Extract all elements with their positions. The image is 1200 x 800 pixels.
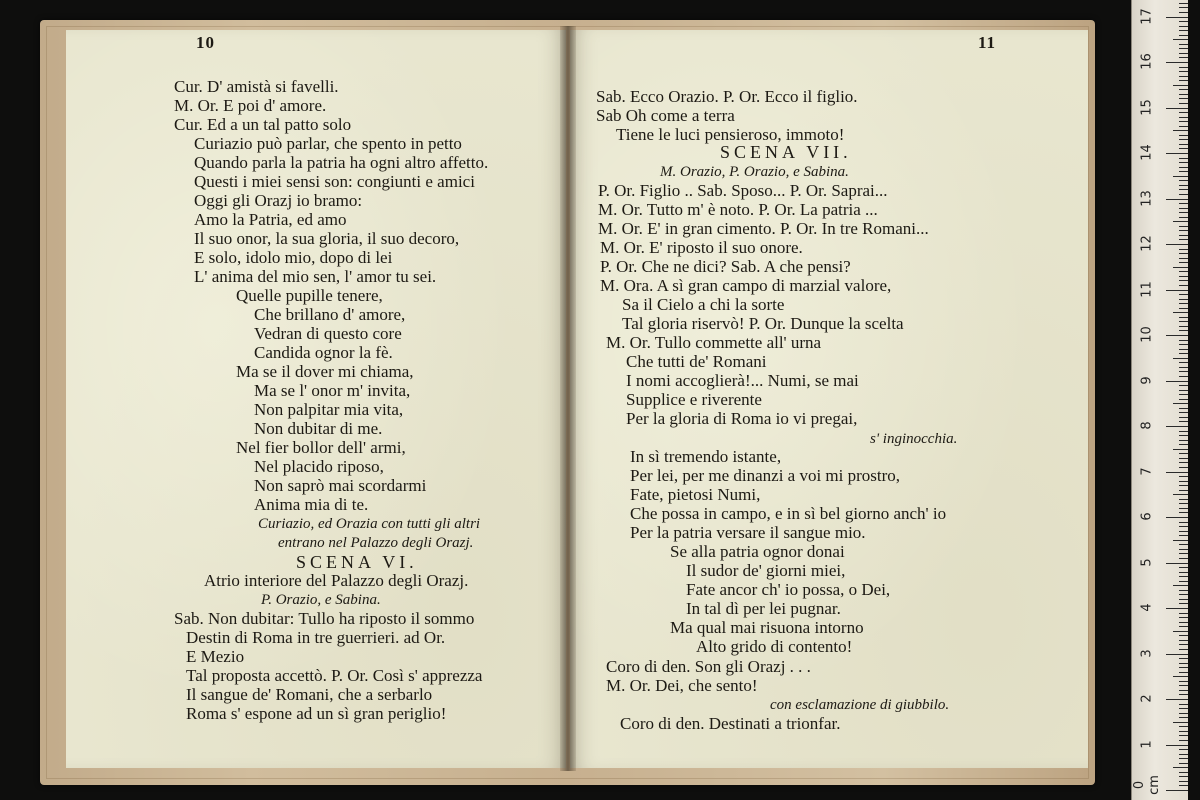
ruler-tick: [1179, 144, 1188, 145]
ruler-tick: [1179, 12, 1188, 13]
ruler-tick: [1166, 381, 1188, 382]
ruler-tick: [1179, 80, 1188, 81]
ruler-tick: [1179, 549, 1188, 550]
ruler-tick: [1179, 71, 1188, 72]
ruler-tick: [1173, 358, 1188, 359]
ruler-tick: [1179, 7, 1188, 8]
ruler-tick: [1179, 239, 1188, 240]
right-line: M. Or. Tullo commette all' urna: [606, 333, 822, 352]
ruler-tick: [1179, 508, 1188, 509]
ruler-label: 3: [1139, 648, 1155, 658]
right-line: Che tutti de' Romani: [626, 352, 767, 371]
ruler-tick: [1179, 294, 1188, 295]
ruler-tick: [1179, 526, 1188, 527]
ruler-tick: [1179, 717, 1188, 718]
ruler-tick: [1173, 449, 1188, 450]
ruler-tick: [1179, 180, 1188, 181]
ruler-tick: [1179, 590, 1188, 591]
right-line: Tal gloria riservò! P. Or. Dunque la scelta: [622, 314, 904, 333]
ruler-tick: [1179, 280, 1188, 281]
ruler-tick: [1179, 117, 1188, 118]
ruler-label: 7: [1139, 466, 1155, 476]
ruler-tick: [1179, 385, 1188, 386]
ruler-tick: [1179, 276, 1188, 277]
ruler-tick: [1179, 708, 1188, 709]
ruler-tick: [1179, 735, 1188, 736]
left-line: Quando parla la patria ha ogni altro affetto.: [194, 153, 489, 172]
ruler-tick: [1179, 640, 1188, 641]
ruler-tick: [1179, 226, 1188, 227]
ruler-tick: [1173, 585, 1188, 586]
left-line: Nel placido riposo,: [254, 457, 384, 476]
right-line: Alto grido di contento!: [696, 637, 853, 656]
ruler-tick: [1179, 731, 1188, 732]
ruler-tick: [1179, 121, 1188, 122]
ruler-tick: [1179, 112, 1188, 113]
right-line: P. Or. Che ne dici? Sab. A che pensi?: [600, 257, 851, 276]
ruler-tick: [1173, 267, 1188, 268]
book-gutter: [560, 26, 576, 771]
ruler-tick: [1179, 453, 1188, 454]
ruler-tick: [1179, 126, 1188, 127]
ruler-label: 14: [1139, 144, 1155, 161]
left-line: Candida ognor la fè.: [254, 343, 393, 362]
left-page-number: 10: [196, 33, 215, 52]
ruler-tick: [1179, 394, 1188, 395]
ruler-tick: [1179, 435, 1188, 436]
right-line: M. Or. Tutto m' è noto. P. Or. La patria ...: [598, 200, 878, 219]
ruler-tick: [1173, 39, 1188, 40]
ruler-tick: [1179, 704, 1188, 705]
ruler-tick: [1179, 599, 1188, 600]
ruler-tick: [1179, 503, 1188, 504]
ruler-tick: [1179, 376, 1188, 377]
ruler-tick: [1179, 754, 1188, 755]
ruler-tick: [1173, 540, 1188, 541]
right-line: Fate ancor ch' io possa, o Dei,: [686, 580, 891, 599]
ruler-tick: [1166, 244, 1188, 245]
ruler-tick: [1179, 667, 1188, 668]
right-line: Per lei, per me dinanzi a voi mi prostro,: [630, 466, 901, 485]
ruler-tick: [1166, 108, 1188, 109]
ruler-tick: [1179, 349, 1188, 350]
ruler-tick: [1179, 572, 1188, 573]
ruler-tick: [1173, 403, 1188, 404]
ruler-tick: [1179, 44, 1188, 45]
ruler-tick: [1179, 594, 1188, 595]
right-line: s' inginocchia.: [870, 431, 958, 447]
ruler-tick: [1179, 462, 1188, 463]
left-line: Roma s' espone ad un sì gran periglio!: [186, 704, 447, 723]
ruler-tick: [1179, 399, 1188, 400]
ruler-tick: [1173, 176, 1188, 177]
ruler-tick: [1179, 635, 1188, 636]
ruler-tick: [1179, 658, 1188, 659]
left-line: Il suo onor, la sua gloria, il suo decoro,: [194, 229, 460, 248]
ruler-tick: [1179, 544, 1188, 545]
ruler-tick: [1179, 362, 1188, 363]
left-line: Destin di Roma in tre guerrieri. ad Or.: [186, 628, 446, 647]
left-line: Cur. Ed a un tal patto solo: [174, 115, 352, 134]
ruler-tick: [1166, 335, 1188, 336]
ruler-tick: [1179, 230, 1188, 231]
ruler-label: 1: [1139, 739, 1155, 749]
ruler-tick: [1179, 48, 1188, 49]
right-line: Coro di den. Son gli Orazj . . .: [606, 657, 811, 676]
ruler-tick: [1179, 67, 1188, 68]
ruler-label: 5: [1139, 557, 1155, 567]
right-line: Tiene le luci pensieroso, immoto!: [616, 125, 845, 144]
ruler-tick: [1179, 390, 1188, 391]
ruler-tick: [1179, 663, 1188, 664]
ruler-label: 16: [1139, 53, 1155, 70]
ruler-tick: [1179, 76, 1188, 77]
ruler-tick: [1179, 417, 1188, 418]
right-line: Sa il Cielo a chi la sorte: [622, 295, 785, 314]
ruler-tick: [1166, 745, 1188, 746]
left-page: [66, 30, 566, 768]
ruler-tick: [1179, 98, 1188, 99]
left-line: Nel fier bollor dell' armi,: [236, 438, 406, 457]
ruler-tick: [1179, 499, 1188, 500]
ruler-tick: [1179, 235, 1188, 236]
ruler-tick: [1179, 685, 1188, 686]
ruler-tick: [1179, 649, 1188, 650]
ruler-tick: [1179, 531, 1188, 532]
left-line: Non palpitar mia vita,: [254, 400, 404, 419]
ruler-tick: [1179, 758, 1188, 759]
ruler-tick: [1179, 308, 1188, 309]
ruler-tick: [1179, 613, 1188, 614]
ruler-tick: [1179, 763, 1188, 764]
right-line: P. Or. Figlio .. Sab. Sposo... P. Or. Saprai...: [598, 181, 888, 200]
ruler-tick: [1173, 767, 1188, 768]
ruler-tick: [1166, 517, 1188, 518]
ruler-tick: [1166, 608, 1188, 609]
right-line: Che possa in campo, e in sì bel giorno anch' io: [630, 504, 947, 523]
ruler-label: 9: [1139, 375, 1155, 385]
left-line: Oggi gli Orazj io bramo:: [194, 191, 363, 210]
ruler-tick: [1173, 631, 1188, 632]
ruler-tick: [1179, 94, 1188, 95]
ruler-label: 4: [1139, 603, 1155, 612]
ruler-label: 12: [1139, 235, 1155, 252]
right-line: In sì tremendo istante,: [630, 447, 782, 466]
right-line: Se alla patria ognor donai: [670, 542, 845, 561]
ruler-tick: [1179, 162, 1188, 163]
ruler-tick: [1179, 171, 1188, 172]
ruler-label: 2: [1139, 694, 1155, 703]
right-line: Ma qual mai risuona intorno: [670, 618, 864, 637]
ruler-tick: [1179, 785, 1188, 786]
ruler-tick: [1179, 690, 1188, 691]
ruler-tick: [1179, 103, 1188, 104]
left-line: Non saprò mai scordarmi: [254, 476, 427, 495]
ruler-tick: [1179, 249, 1188, 250]
ruler-tick: [1179, 603, 1188, 604]
right-line: Sab. Ecco Orazio. P. Or. Ecco il figlio.: [596, 87, 858, 106]
left-line: P. Orazio, e Sabina.: [261, 592, 381, 608]
ruler-tick: [1179, 626, 1188, 627]
ruler-tick: [1179, 467, 1188, 468]
ruler-tick: [1179, 353, 1188, 354]
right-line: con esclamazione di giubbilo.: [770, 697, 950, 713]
left-line: SCENA VI.: [296, 552, 418, 572]
right-page: [570, 30, 1088, 768]
ruler-label: 15: [1139, 98, 1155, 116]
ruler-tick: [1179, 713, 1188, 714]
left-line: Amo la Patria, ed amo: [194, 210, 347, 229]
ruler-tick: [1179, 481, 1188, 482]
ruler-tick: [1173, 130, 1188, 131]
left-line: Curiazio, ed Orazia con tutti gli altri: [258, 516, 481, 532]
ruler-tick: [1179, 431, 1188, 432]
ruler-tick: [1179, 194, 1188, 195]
ruler-label: 8: [1139, 421, 1155, 430]
right-line: In tal dì per lei pugnar.: [686, 599, 841, 618]
ruler-tick: [1179, 30, 1188, 31]
ruler-tick: [1179, 535, 1188, 536]
ruler-tick: [1179, 326, 1188, 327]
left-line: Ma se il dover mi chiama,: [236, 362, 414, 381]
left-line: Sab. Non dubitar: Tullo ha riposto il sommo: [174, 609, 475, 628]
ruler-tick: [1166, 153, 1188, 154]
ruler-tick: [1179, 694, 1188, 695]
left-line: E solo, idolo mio, dopo di lei: [194, 248, 393, 267]
ruler-tick: [1173, 722, 1188, 723]
left-line: Curiazio può parlar, che spento in petto: [194, 134, 462, 153]
ruler-tick: [1179, 330, 1188, 331]
ruler-tick: [1166, 62, 1188, 63]
left-line: Anima mia di te.: [254, 495, 369, 514]
ruler-tick: [1179, 672, 1188, 673]
ruler-tick: [1173, 312, 1188, 313]
left-line: Quelle pupille tenere,: [236, 286, 383, 305]
ruler-tick: [1166, 290, 1188, 291]
ruler-tick: [1179, 321, 1188, 322]
ruler-tick: [1173, 676, 1188, 677]
ruler-tick: [1179, 567, 1188, 568]
left-line: Non dubitar di me.: [254, 419, 383, 438]
ruler-tick: [1179, 776, 1188, 777]
ruler-tick: [1179, 444, 1188, 445]
ruler-tick: [1179, 148, 1188, 149]
ruler-tick: [1179, 553, 1188, 554]
left-line: Ma se l' onor m' invita,: [254, 381, 411, 400]
ruler-tick: [1179, 740, 1188, 741]
left-line: Il sangue de' Romani, che a serbarlo: [186, 685, 433, 704]
ruler-label: 13: [1139, 189, 1155, 207]
ruler-tick: [1179, 408, 1188, 409]
ruler-tick: [1179, 299, 1188, 300]
ruler-tick: [1179, 558, 1188, 559]
ruler-tick: [1179, 253, 1188, 254]
left-line: Vedran di questo core: [254, 324, 402, 343]
ruler-tick: [1179, 167, 1188, 168]
left-line: entrano nel Palazzo degli Orazj.: [278, 535, 474, 551]
ruler-tick: [1179, 285, 1188, 286]
ruler-tick: [1179, 185, 1188, 186]
ruler-tick: [1179, 617, 1188, 618]
ruler-tick: [1179, 344, 1188, 345]
right-line: Sab Oh come a terra: [596, 106, 735, 125]
ruler-tick: [1179, 317, 1188, 318]
ruler-label: 6: [1139, 512, 1155, 521]
ruler-tick: [1166, 17, 1188, 18]
ruler-tick: [1179, 303, 1188, 304]
ruler-tick: [1179, 458, 1188, 459]
left-line: M. Or. E poi d' amore.: [174, 96, 327, 115]
right-line: SCENA VII.: [720, 142, 852, 162]
ruler-tick: [1166, 563, 1188, 564]
ruler-tick: [1179, 189, 1188, 190]
left-line: L' anima del mio sen, l' amor tu sei.: [194, 267, 437, 286]
ruler-tick: [1179, 258, 1188, 259]
ruler-tick: [1179, 53, 1188, 54]
ruler-tick: [1179, 262, 1188, 263]
ruler-label: 11: [1139, 280, 1155, 298]
ruler-tick: [1179, 21, 1188, 22]
ruler-tick: [1179, 35, 1188, 36]
ruler-tick: [1179, 421, 1188, 422]
ruler-tick: [1179, 485, 1188, 486]
ruler-tick: [1166, 426, 1188, 427]
ruler-tick: [1179, 217, 1188, 218]
ruler-tick: [1179, 522, 1188, 523]
ruler-tick: [1179, 203, 1188, 204]
ruler-unit-label: 0 cm: [1132, 775, 1162, 795]
right-line: Supplice e riverente: [626, 390, 762, 409]
ruler-label: 10: [1139, 326, 1155, 343]
ruler-tick: [1179, 212, 1188, 213]
right-line: Fate, pietosi Numi,: [630, 485, 761, 504]
ruler-tick: [1179, 3, 1188, 4]
ruler-tick: [1179, 781, 1188, 782]
right-line: M. Ora. A sì gran campo di marzial valore,: [600, 276, 892, 295]
ruler-tick: [1179, 476, 1188, 477]
ruler-tick: [1173, 221, 1188, 222]
ruler-tick: [1179, 367, 1188, 368]
right-line: M. Or. E' in gran cimento. P. Or. In tre Romani...: [598, 219, 929, 238]
left-line: Atrio interiore del Palazzo degli Orazj.: [204, 571, 469, 590]
ruler-tick: [1179, 681, 1188, 682]
right-line: Per la patria versare il sangue mio.: [630, 523, 866, 542]
ruler-tick: [1179, 135, 1188, 136]
right-line: M. Orazio, P. Orazio, e Sabina.: [660, 164, 849, 180]
ruler-tick: [1173, 85, 1188, 86]
ruler-tick: [1166, 790, 1188, 791]
ruler-tick: [1179, 512, 1188, 513]
ruler-tick: [1179, 89, 1188, 90]
ruler-tick: [1179, 340, 1188, 341]
ruler-tick: [1179, 581, 1188, 582]
ruler-tick: [1179, 440, 1188, 441]
ruler-tick: [1179, 139, 1188, 140]
ruler-tick: [1179, 726, 1188, 727]
ruler-tick: [1179, 57, 1188, 58]
right-line: I nomi accoglierà!... Numi, se mai: [626, 371, 859, 390]
right-line: M. Or. E' riposto il suo onore.: [600, 238, 803, 257]
ruler-tick: [1179, 576, 1188, 577]
ruler-tick: [1179, 26, 1188, 27]
right-page-number: 11: [977, 33, 996, 52]
right-line: Per la gloria di Roma io vi pregai,: [626, 409, 858, 428]
ruler-tick: [1179, 158, 1188, 159]
left-line: E Mezio: [186, 647, 245, 666]
left-line: Questi i miei sensi son: congiunti e amici: [194, 172, 475, 191]
ruler-tick: [1166, 199, 1188, 200]
right-line: Coro di den. Destinati a trionfar.: [620, 714, 841, 733]
ruler-tick: [1179, 749, 1188, 750]
ruler-tick: [1166, 654, 1188, 655]
measuring-ruler: [1131, 0, 1188, 800]
ruler-tick: [1173, 494, 1188, 495]
left-line: Cur. D' amistà si favelli.: [174, 77, 339, 96]
ruler-tick: [1179, 412, 1188, 413]
ruler-label: 17: [1139, 7, 1155, 25]
right-line: M. Or. Dei, che sento!: [606, 676, 758, 695]
left-line: Che brillano d' amore,: [254, 305, 406, 324]
ruler-tick: [1179, 644, 1188, 645]
ruler-tick: [1166, 699, 1188, 700]
ruler-tick: [1179, 622, 1188, 623]
ruler-tick: [1179, 208, 1188, 209]
right-line: Il sudor de' giorni miei,: [686, 561, 846, 580]
ruler-tick: [1166, 472, 1188, 473]
ruler-tick: [1179, 371, 1188, 372]
left-line: Tal proposta accettò. P. Or. Così s' apprezza: [186, 666, 483, 685]
ruler-tick: [1179, 772, 1188, 773]
ruler-tick: [1179, 490, 1188, 491]
ruler-tick: [1179, 271, 1188, 272]
